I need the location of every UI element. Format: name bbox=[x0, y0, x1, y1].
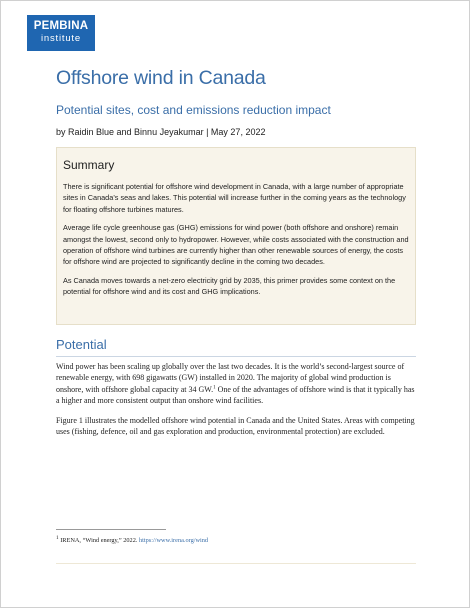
footnote-ref[interactable]: 1 bbox=[213, 385, 216, 391]
logo-line-2: institute bbox=[41, 33, 81, 44]
body-paragraph-text: Wind power has been scaling up globally over the last two decades. It is the world’s second-largest source of renewable energy, with 698 gigawatts (GW) installed in 2020. The majority of global wind production is onshore, with offshore global capacity at 34 GW. bbox=[56, 362, 405, 394]
body-paragraph-text: One of the advantages of offshore wind is that it typically has a higher and more consistent output than onshore wind facilities. bbox=[56, 384, 415, 406]
pembina-logo bbox=[27, 15, 95, 51]
document-title: Offshore wind in Canada bbox=[56, 67, 266, 89]
body-paragraph bbox=[56, 361, 418, 407]
byline: by Raidin Blue and Binnu Jeyakumar | May 27, 2022 bbox=[56, 127, 266, 137]
footnote-text: IRENA, “Wind energy,” 2022. bbox=[58, 537, 139, 545]
summary-paragraph: Average life cycle greenhouse gas (GHG) emissions for wind power (both offshore and onshore) remain amongst the lowest, second only to hydropower. However, while costs associated with the construction and operation of offshore wind turbines are currently higher than other renewable sources of energy, the costs for offshore wind are projected to significantly decline in the coming two decades. bbox=[63, 223, 409, 267]
section-divider bbox=[56, 356, 416, 357]
footnote-divider bbox=[56, 529, 166, 530]
document-subtitle: Potential sites, cost and emissions reduction impact bbox=[56, 103, 331, 117]
footnote-marker: 1 bbox=[56, 535, 59, 541]
section-heading-potential: Potential bbox=[56, 337, 107, 352]
body-paragraph: Figure 1 illustrates the modelled offshore wind potential in Canada and the United States. Areas with competing uses (fishing, defence, oil and gas exploration and production, environmental protection) are excluded. bbox=[56, 415, 415, 437]
bottom-divider bbox=[56, 563, 416, 564]
summary-heading: Summary bbox=[63, 158, 115, 172]
potential-body bbox=[56, 361, 418, 445]
logo-line-1: PEMBINA bbox=[33, 20, 89, 32]
summary-paragraph: There is significant potential for offshore wind development in Canada, with a large number of appropriate sites in Canada’s seas and lakes. This potential will increase further in the coming years as the technology for floating offshore turbines matures. bbox=[63, 182, 406, 214]
summary-paragraph: As Canada moves towards a net-zero electricity grid by 2035, this primer provides some context on the potential for offshore wind and its cost and GHG implications. bbox=[63, 275, 396, 297]
footnote bbox=[56, 535, 208, 544]
footnote-link[interactable]: https://www.irena.org/wind bbox=[139, 537, 209, 545]
summary-box bbox=[56, 147, 416, 325]
